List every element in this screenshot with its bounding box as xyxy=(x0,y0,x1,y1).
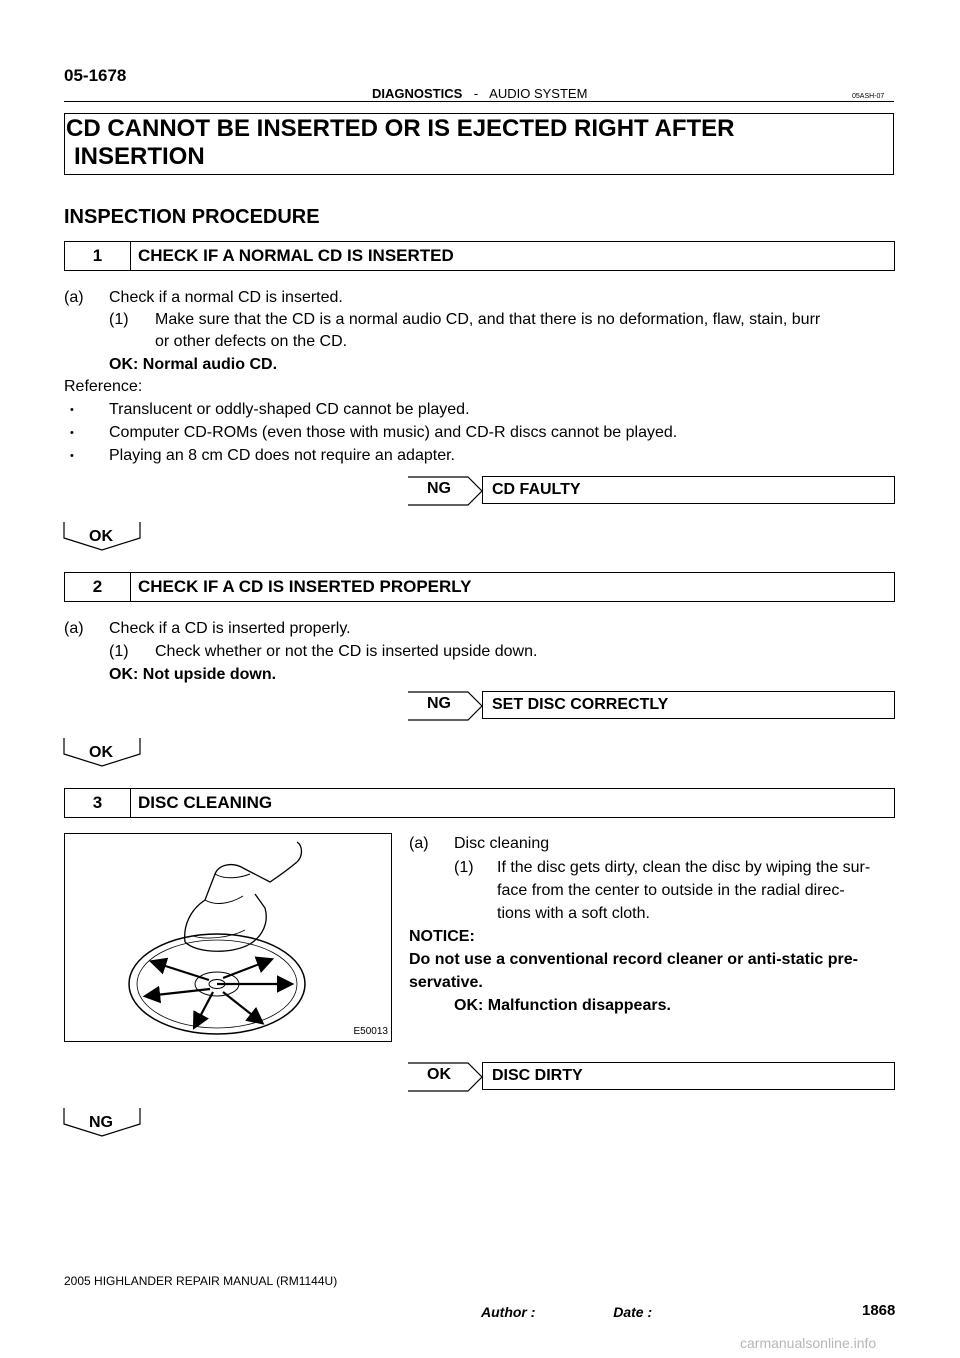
notice-label: NOTICE: xyxy=(409,928,475,945)
step-1-result-text: CD FAULTY xyxy=(492,481,581,498)
step-3-n1-marker: (1) xyxy=(454,859,474,876)
step-3-title: DISC CLEANING xyxy=(138,793,273,812)
reference-label: Reference: xyxy=(64,378,143,395)
step-2-header xyxy=(64,572,895,602)
step-3-a-text: Disc cleaning xyxy=(454,835,550,852)
step-3-header xyxy=(64,788,895,818)
section-separator: - xyxy=(473,86,479,101)
step-1-result-label: NG xyxy=(427,480,451,497)
step-2-tab-label: OK xyxy=(89,744,113,761)
bullet-3: Playing an 8 cm CD does not require an adapter. xyxy=(109,447,455,464)
header-rule xyxy=(64,101,894,102)
step-2-result-box xyxy=(482,691,895,719)
title-line-2: INSERTION xyxy=(74,143,205,170)
step-3-n1-line3: tions with a soft cloth. xyxy=(497,905,650,922)
notice-line-1: Do not use a conventional record cleaner or anti-static pre- xyxy=(409,951,858,968)
step-2-a-marker: (a) xyxy=(64,620,84,637)
disc-cleaning-drawing xyxy=(65,834,391,1041)
step-3-result-box xyxy=(482,1062,895,1090)
step-3-number: 3 xyxy=(65,789,131,817)
step-1-result-box xyxy=(482,476,895,504)
step-1-tab-label: OK xyxy=(89,528,113,545)
step-3-n1-line2: face from the center to outside in the radial direc- xyxy=(497,882,845,899)
footer-page-number: 1868 xyxy=(862,1302,896,1319)
step-3-n1-line1: If the disc gets dirty, clean the disc by wiping the sur- xyxy=(497,859,871,876)
subsection-name: AUDIO SYSTEM xyxy=(489,86,588,101)
step-1-n1-line1: Make sure that the CD is a normal audio CD, and that there is no deformation, flaw, stain, burr xyxy=(155,311,821,328)
step-1-a-marker: (a) xyxy=(64,289,84,306)
author-date: Author : Date : xyxy=(481,1304,653,1320)
notice-line-2: servative. xyxy=(409,974,483,991)
step-2-result-text: SET DISC CORRECTLY xyxy=(492,696,669,713)
step-1-title: CHECK IF A NORMAL CD IS INSERTED xyxy=(138,246,454,265)
step-3-ok-criteria: OK: Malfunction disappears. xyxy=(454,997,671,1014)
step-2-a-text: Check if a CD is inserted properly. xyxy=(109,620,351,637)
section-header xyxy=(372,86,587,101)
bullet-2: Computer CD-ROMs (even those with music) and CD-R discs cannot be played. xyxy=(109,424,678,441)
disc-cleaning-illustration xyxy=(64,833,392,1042)
bullet-3-marker: • xyxy=(70,450,74,462)
bullet-1: Translucent or oddly-shaped CD cannot be played. xyxy=(109,401,470,418)
step-2-n1-marker: (1) xyxy=(109,643,129,660)
step-1-header xyxy=(64,241,895,271)
step-1-number: 1 xyxy=(65,242,131,270)
step-3-result-label: OK xyxy=(427,1066,451,1083)
page-title xyxy=(66,115,734,171)
step-1-ok-criteria: OK: Normal audio CD. xyxy=(109,356,278,373)
step-2-result-label: NG xyxy=(427,695,451,712)
doc-code: 05ASH-07 xyxy=(852,93,885,100)
page-number: 05-1678 xyxy=(64,66,127,85)
step-3-tab-label: NG xyxy=(89,1114,113,1131)
step-1-n1-line2: or other defects on the CD. xyxy=(155,333,348,350)
bullet-1-marker: • xyxy=(70,404,74,416)
step-2-number: 2 xyxy=(65,573,131,601)
section-name: DIAGNOSTICS xyxy=(372,86,463,101)
title-line-1: CD CANNOT BE INSERTED OR IS EJECTED RIGHT AFTER xyxy=(66,115,735,142)
procedure-heading: INSPECTION PROCEDURE xyxy=(64,206,320,228)
step-2-title: CHECK IF A CD IS INSERTED PROPERLY xyxy=(138,577,472,596)
manual-footer: 2005 HIGHLANDER REPAIR MANUAL (RM1144U) xyxy=(64,1274,338,1288)
watermark: carmanualsonline.info xyxy=(740,1335,877,1351)
step-2-n1-line1: Check whether or not the CD is inserted upside down. xyxy=(155,643,538,660)
illustration-code: E50013 xyxy=(353,1026,388,1037)
step-1-n1-marker: (1) xyxy=(109,311,129,328)
step-2-ok-criteria: OK: Not upside down. xyxy=(109,666,277,683)
step-3-result-text: DISC DIRTY xyxy=(492,1067,583,1084)
bullet-2-marker: • xyxy=(70,427,74,439)
step-1-a-text: Check if a normal CD is inserted. xyxy=(109,289,343,306)
step-3-a-marker: (a) xyxy=(409,835,429,852)
